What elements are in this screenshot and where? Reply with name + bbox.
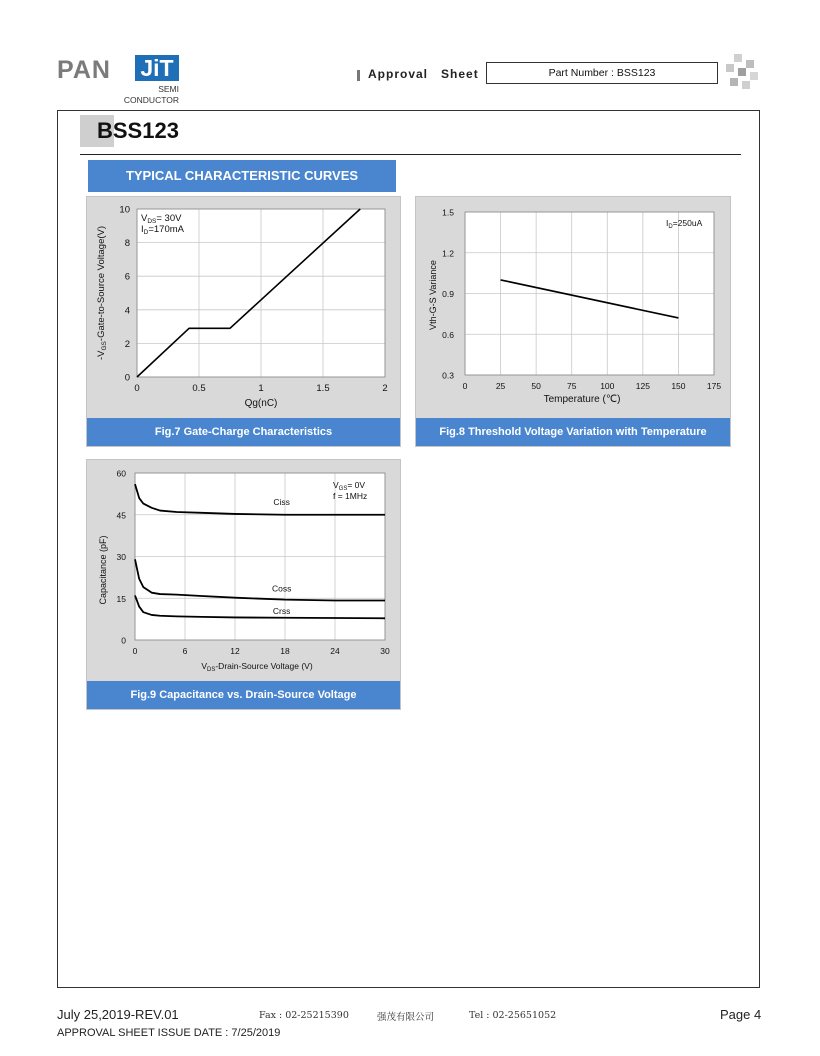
fig7-xtick-label: 1 bbox=[258, 383, 264, 394]
fig7-ytick-label: 4 bbox=[124, 305, 130, 317]
logo-conductor-text: CONDUCTOR bbox=[123, 95, 179, 105]
fig9-ytick-label: 30 bbox=[116, 552, 126, 562]
fig8-xlabel: Temperature (℃) bbox=[543, 394, 621, 405]
fig7-xtick-label: 0.5 bbox=[192, 383, 206, 394]
fig8-xtick-label: 0 bbox=[462, 381, 468, 391]
fig9-ytick-label: 60 bbox=[116, 468, 126, 479]
fig8-ylabel: Vth-G-S Variance bbox=[428, 260, 438, 330]
fig9-xtick-label: 18 bbox=[280, 646, 290, 656]
fig8-xtick-label: 175 bbox=[706, 381, 722, 391]
fig8-ytick-label: 1.5 bbox=[442, 207, 454, 218]
fig9-xtick-label: 6 bbox=[182, 646, 188, 656]
fig9-series-label-crss: Crss bbox=[272, 606, 291, 617]
fig9-annotation-freq: f = 1MHz bbox=[333, 491, 368, 501]
fig7-xtick-label: 0 bbox=[134, 383, 140, 394]
fig7-caption: Fig.7 Gate-Charge Characteristics bbox=[87, 418, 400, 446]
footer-company: 强茂有限公司 bbox=[377, 1012, 435, 1023]
fig9-ytick-label: 0 bbox=[121, 635, 126, 646]
title-rule bbox=[80, 154, 741, 155]
fig8-xtick-label: 75 bbox=[566, 381, 577, 391]
fig9-series-label-coss: Coss bbox=[271, 583, 292, 594]
panjit-logo bbox=[57, 52, 181, 106]
fig8-ytick-label: 0.3 bbox=[442, 370, 454, 381]
fig8-ytick-label: 1.2 bbox=[442, 248, 454, 259]
fig7-ytick-label: 10 bbox=[119, 204, 130, 216]
fig8-annotation-id: $I_D=250uA$ bbox=[666, 218, 703, 230]
part-number-box: Part Number : BSS123 bbox=[486, 62, 718, 84]
document-title: BSS123 bbox=[97, 118, 179, 143]
fig9-panel bbox=[86, 459, 401, 710]
fig7-ytick-label: 6 bbox=[124, 271, 130, 283]
fig8-xtick-label: 125 bbox=[635, 381, 650, 391]
logo-jit-text: JiT bbox=[135, 55, 179, 81]
fig7-annotation-id: $I_D=170mA$ bbox=[141, 224, 184, 236]
fig7-ylabel: $-V_{GS}-Gate-to$-Source Voltage(V) bbox=[96, 225, 108, 361]
fig8-ytick-label: 0.6 bbox=[442, 329, 454, 340]
fig8-xtick-label: 100 bbox=[600, 381, 615, 391]
fig8-ytick-label: 0.9 bbox=[442, 289, 454, 299]
fig9-caption: Fig.9 Capacitance vs. Drain-Source Voltage bbox=[87, 681, 400, 709]
fig9-xtick-label: 0 bbox=[132, 646, 138, 656]
fig9-xtick-label: 30 bbox=[380, 646, 390, 656]
footer-tel: Tel : 02-25651052 bbox=[469, 1010, 557, 1021]
fig9-series-label-ciss: Ciss bbox=[273, 497, 290, 508]
fig7-xtick-label: 1.5 bbox=[316, 383, 330, 394]
fig7-chart bbox=[87, 197, 400, 419]
fig7-ytick-label: 2 bbox=[124, 338, 130, 350]
logo-pan-text: PAN bbox=[57, 56, 111, 84]
fig9-annotation-vgs: $V_{GS}= 0V$ bbox=[333, 480, 366, 492]
fig8-xtick-label: 25 bbox=[495, 381, 506, 391]
fig8-panel bbox=[415, 196, 731, 447]
fig9-ytick-label: 45 bbox=[116, 510, 126, 521]
checker-decoration-icon bbox=[722, 54, 758, 90]
approval-bar-mark bbox=[357, 70, 360, 81]
footer-issue-date: APPROVAL SHEET ISSUE DATE : 7/25/2019 bbox=[57, 1027, 281, 1039]
fig8-caption: Fig.8 Threshold Voltage Variation with Temperature bbox=[416, 418, 730, 446]
fig7-ytick-label: 0 bbox=[124, 372, 130, 384]
fig9-ylabel: Capacitance (pF) bbox=[98, 535, 108, 605]
footer-fax: Fax : 02-25215390 bbox=[259, 1010, 349, 1021]
fig7-annotation-vds: $V_{DS}= 30V$ bbox=[141, 213, 182, 225]
fig8-xtick-label: 50 bbox=[531, 381, 541, 391]
fig9-ytick-label: 15 bbox=[116, 593, 126, 604]
approval-sheet-label: Approval Sheet bbox=[368, 67, 479, 81]
logo-semi-text: SEMI bbox=[158, 84, 179, 94]
fig9-chart bbox=[87, 460, 400, 680]
fig9-xtick-label: 12 bbox=[230, 646, 240, 656]
fig7-xlabel: Qg(nC) bbox=[244, 398, 278, 409]
fig9-xlabel: $V_{DS}-Drain$-Source Voltage (V) bbox=[201, 661, 313, 673]
section-banner: TYPICAL CHARACTERISTIC CURVES bbox=[88, 160, 396, 192]
footer-date-rev: July 25,2019-REV.01 bbox=[57, 1007, 179, 1022]
fig7-ytick-label: 8 bbox=[124, 238, 130, 250]
fig9-xtick-label: 24 bbox=[330, 646, 340, 656]
fig7-xtick-label: 2 bbox=[382, 383, 388, 394]
footer-page-number: Page 4 bbox=[720, 1007, 762, 1022]
fig8-xtick-label: 150 bbox=[671, 381, 686, 391]
fig7-panel bbox=[86, 196, 401, 447]
fig8-chart bbox=[416, 197, 730, 419]
